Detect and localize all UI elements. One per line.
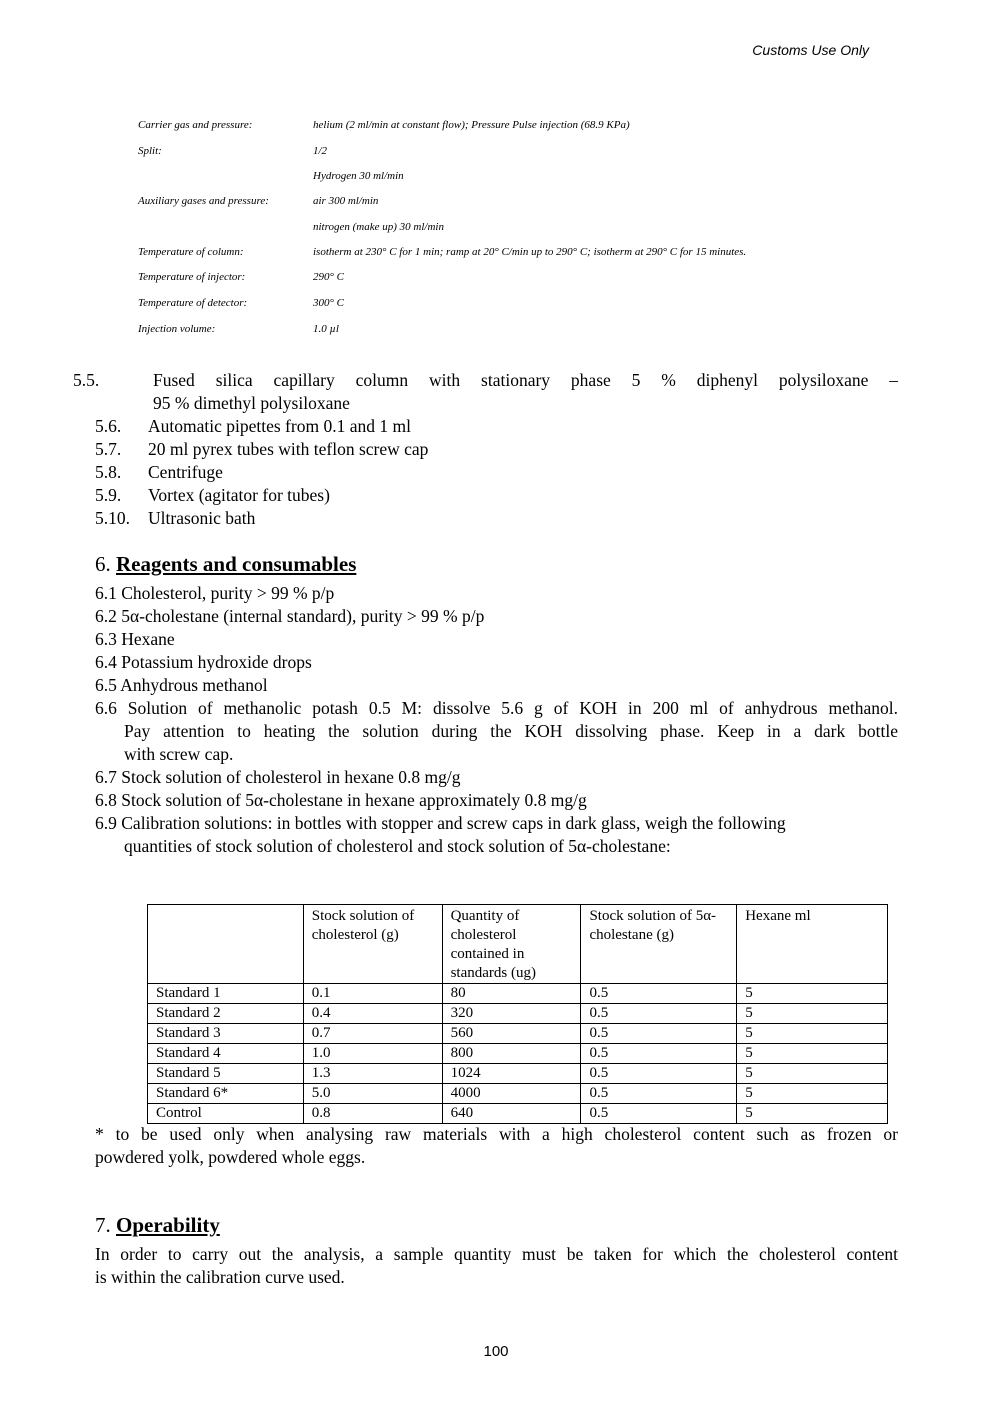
table-cell: 1.0 — [303, 1044, 442, 1064]
table-cell: 5 — [737, 1044, 888, 1064]
table-cell: 5 — [737, 1084, 888, 1104]
list-item: 6.4 Potassium hydroxide drops — [95, 652, 312, 672]
table-cell: 320 — [442, 1004, 581, 1024]
table-cell: 1024 — [442, 1064, 581, 1084]
table-cell: Standard 6* — [148, 1084, 304, 1104]
list-item: 6.6 Solution of methanolic potash 0.5 M: dissolve 5.6 g of KOH in 200 ml of anhydrous methanol. — [95, 698, 898, 718]
header-note: Customs Use Only — [752, 42, 869, 58]
table-cell: 0.5 — [581, 1044, 737, 1064]
section-number: 6. — [95, 552, 111, 576]
table-cell: Standard 4 — [148, 1044, 304, 1064]
table-cell: Standard 3 — [148, 1024, 304, 1044]
paragraph-line: is within the calibration curve used. — [95, 1267, 345, 1287]
condition-value: isotherm at 230° C for 1 min; ramp at 20° C/min up to 290° C; isotherm at 290° C for 15 minutes. — [313, 246, 747, 258]
table-cell: 0.5 — [581, 1064, 737, 1084]
table-header-cell: Stock solution of cholesterol (g) — [303, 905, 442, 984]
table-row — [148, 1104, 888, 1124]
footnote-line: powdered yolk, powdered whole eggs. — [95, 1147, 366, 1167]
list-item: 6.9 Calibration solutions: in bottles with stopper and screw caps in dark glass, weigh the following — [95, 813, 786, 833]
table-cell: Standard 5 — [148, 1064, 304, 1084]
table-row — [148, 1004, 888, 1024]
table-cell: Standard 2 — [148, 1004, 304, 1024]
list-item-number: 5.9. — [95, 485, 122, 505]
table-cell: 0.8 — [303, 1104, 442, 1124]
table-cell: 4000 — [442, 1084, 581, 1104]
condition-label: Temperature of detector: — [138, 297, 248, 309]
table-cell: 0.5 — [581, 1104, 737, 1124]
list-item-number: 5.7. — [95, 439, 122, 459]
list-item: 6.7 Stock solution of cholesterol in hexane 0.8 mg/g — [95, 767, 461, 787]
table-cell: 5.0 — [303, 1084, 442, 1104]
table-cell: 5 — [737, 1024, 888, 1044]
table-header-cell: Stock solution of 5α-cholestane (g) — [581, 905, 737, 984]
table-cell: 640 — [442, 1104, 581, 1124]
condition-label: Carrier gas and pressure: — [138, 119, 253, 131]
list-item-text: Centrifuge — [148, 462, 223, 482]
condition-value: 1.0 µl — [313, 323, 339, 335]
condition-value: 300° C — [313, 297, 344, 309]
list-item: 6.1 Cholesterol, purity > 99 % p/p — [95, 583, 335, 603]
section-title: Operability — [116, 1213, 220, 1237]
table-cell: 0.5 — [581, 1004, 737, 1024]
condition-value: helium (2 ml/min at constant flow); Pressure Pulse injection (68.9 KPa) — [313, 119, 630, 131]
list-item-text: 20 ml pyrex tubes with teflon screw cap — [148, 439, 429, 459]
condition-value: 290° C — [313, 271, 344, 283]
table-row — [148, 984, 888, 1004]
table-header-row — [148, 905, 888, 984]
list-item: 6.3 Hexane — [95, 629, 175, 649]
condition-value: air 300 ml/min — [313, 195, 379, 207]
list-item-continued: Pay attention to heating the solution during the KOH dissolving phase. Keep in a dark bottle — [124, 721, 898, 741]
paragraph-line: In order to carry out the analysis, a sample quantity must be taken for which the cholesterol content — [95, 1244, 898, 1264]
table-cell: 800 — [442, 1044, 581, 1064]
table-cell: 0.4 — [303, 1004, 442, 1024]
list-item: 6.8 Stock solution of 5α-cholestane in hexane approximately 0.8 mg/g — [95, 790, 587, 810]
table-row — [148, 1024, 888, 1044]
table-cell: 0.5 — [581, 1024, 737, 1044]
condition-value: 1/2 — [313, 145, 328, 157]
table-cell: 0.7 — [303, 1024, 442, 1044]
table-row — [148, 1044, 888, 1064]
list-item-number: 5.10. — [95, 508, 130, 528]
list-item-text: Ultrasonic bath — [148, 508, 256, 528]
calibration-table — [147, 904, 888, 1124]
list-item-continued: quantities of stock solution of cholesterol and stock solution of 5α-cholestane: — [124, 836, 671, 856]
list-item-text: Automatic pipettes from 0.1 and 1 ml — [148, 416, 411, 436]
section-heading — [95, 551, 356, 577]
table-header-cell: Hexane ml — [737, 905, 888, 984]
list-item-number: 5.6. — [95, 416, 122, 436]
section-heading — [95, 1212, 220, 1238]
footnote-line: * to be used only when analysing raw materials with a high cholesterol content such as frozen or — [95, 1124, 898, 1144]
list-item: 6.2 5α-cholestane (internal standard), purity > 99 % p/p — [95, 606, 485, 626]
table-cell: 5 — [737, 1104, 888, 1124]
table-cell: 0.1 — [303, 984, 442, 1004]
table-row — [148, 1064, 888, 1084]
condition-label: Split: — [138, 145, 162, 157]
condition-label: Auxiliary gases and pressure: — [138, 195, 269, 207]
list-item-text: 95 % dimethyl polysiloxane — [153, 393, 350, 413]
table-cell: 5 — [737, 984, 888, 1004]
section-title: Reagents and consumables — [116, 552, 357, 576]
table-cell: Standard 1 — [148, 984, 304, 1004]
table-cell: 80 — [442, 984, 581, 1004]
condition-label: Injection volume: — [138, 323, 216, 335]
table-header-cell — [148, 905, 304, 984]
table-cell: 1.3 — [303, 1064, 442, 1084]
table-cell: 560 — [442, 1024, 581, 1044]
table-header-cell: Quantity of cholesterol contained in standards (ug) — [442, 905, 581, 984]
list-item: 6.5 Anhydrous methanol — [95, 675, 268, 695]
section-number: 7. — [95, 1213, 111, 1237]
condition-value: nitrogen (make up) 30 ml/min — [313, 221, 444, 233]
table-cell: 0.5 — [581, 1084, 737, 1104]
list-item-continued: with screw cap. — [124, 744, 234, 764]
list-item-text: Fused silica capillary column with stationary phase 5 % diphenyl polysiloxane – — [153, 370, 898, 390]
table-cell: 5 — [737, 1064, 888, 1084]
table-cell: Control — [148, 1104, 304, 1124]
page-number: 100 — [483, 1343, 509, 1360]
table-cell: 0.5 — [581, 984, 737, 1004]
table-row — [148, 1084, 888, 1104]
condition-label: Temperature of injector: — [138, 271, 246, 283]
condition-label: Temperature of column: — [138, 246, 244, 258]
table-cell: 5 — [737, 1004, 888, 1024]
list-item-text: Vortex (agitator for tubes) — [148, 485, 330, 505]
list-item-number: 5.8. — [95, 462, 122, 482]
list-item-number: 5.5. — [73, 370, 100, 390]
condition-value: Hydrogen 30 ml/min — [313, 170, 404, 182]
